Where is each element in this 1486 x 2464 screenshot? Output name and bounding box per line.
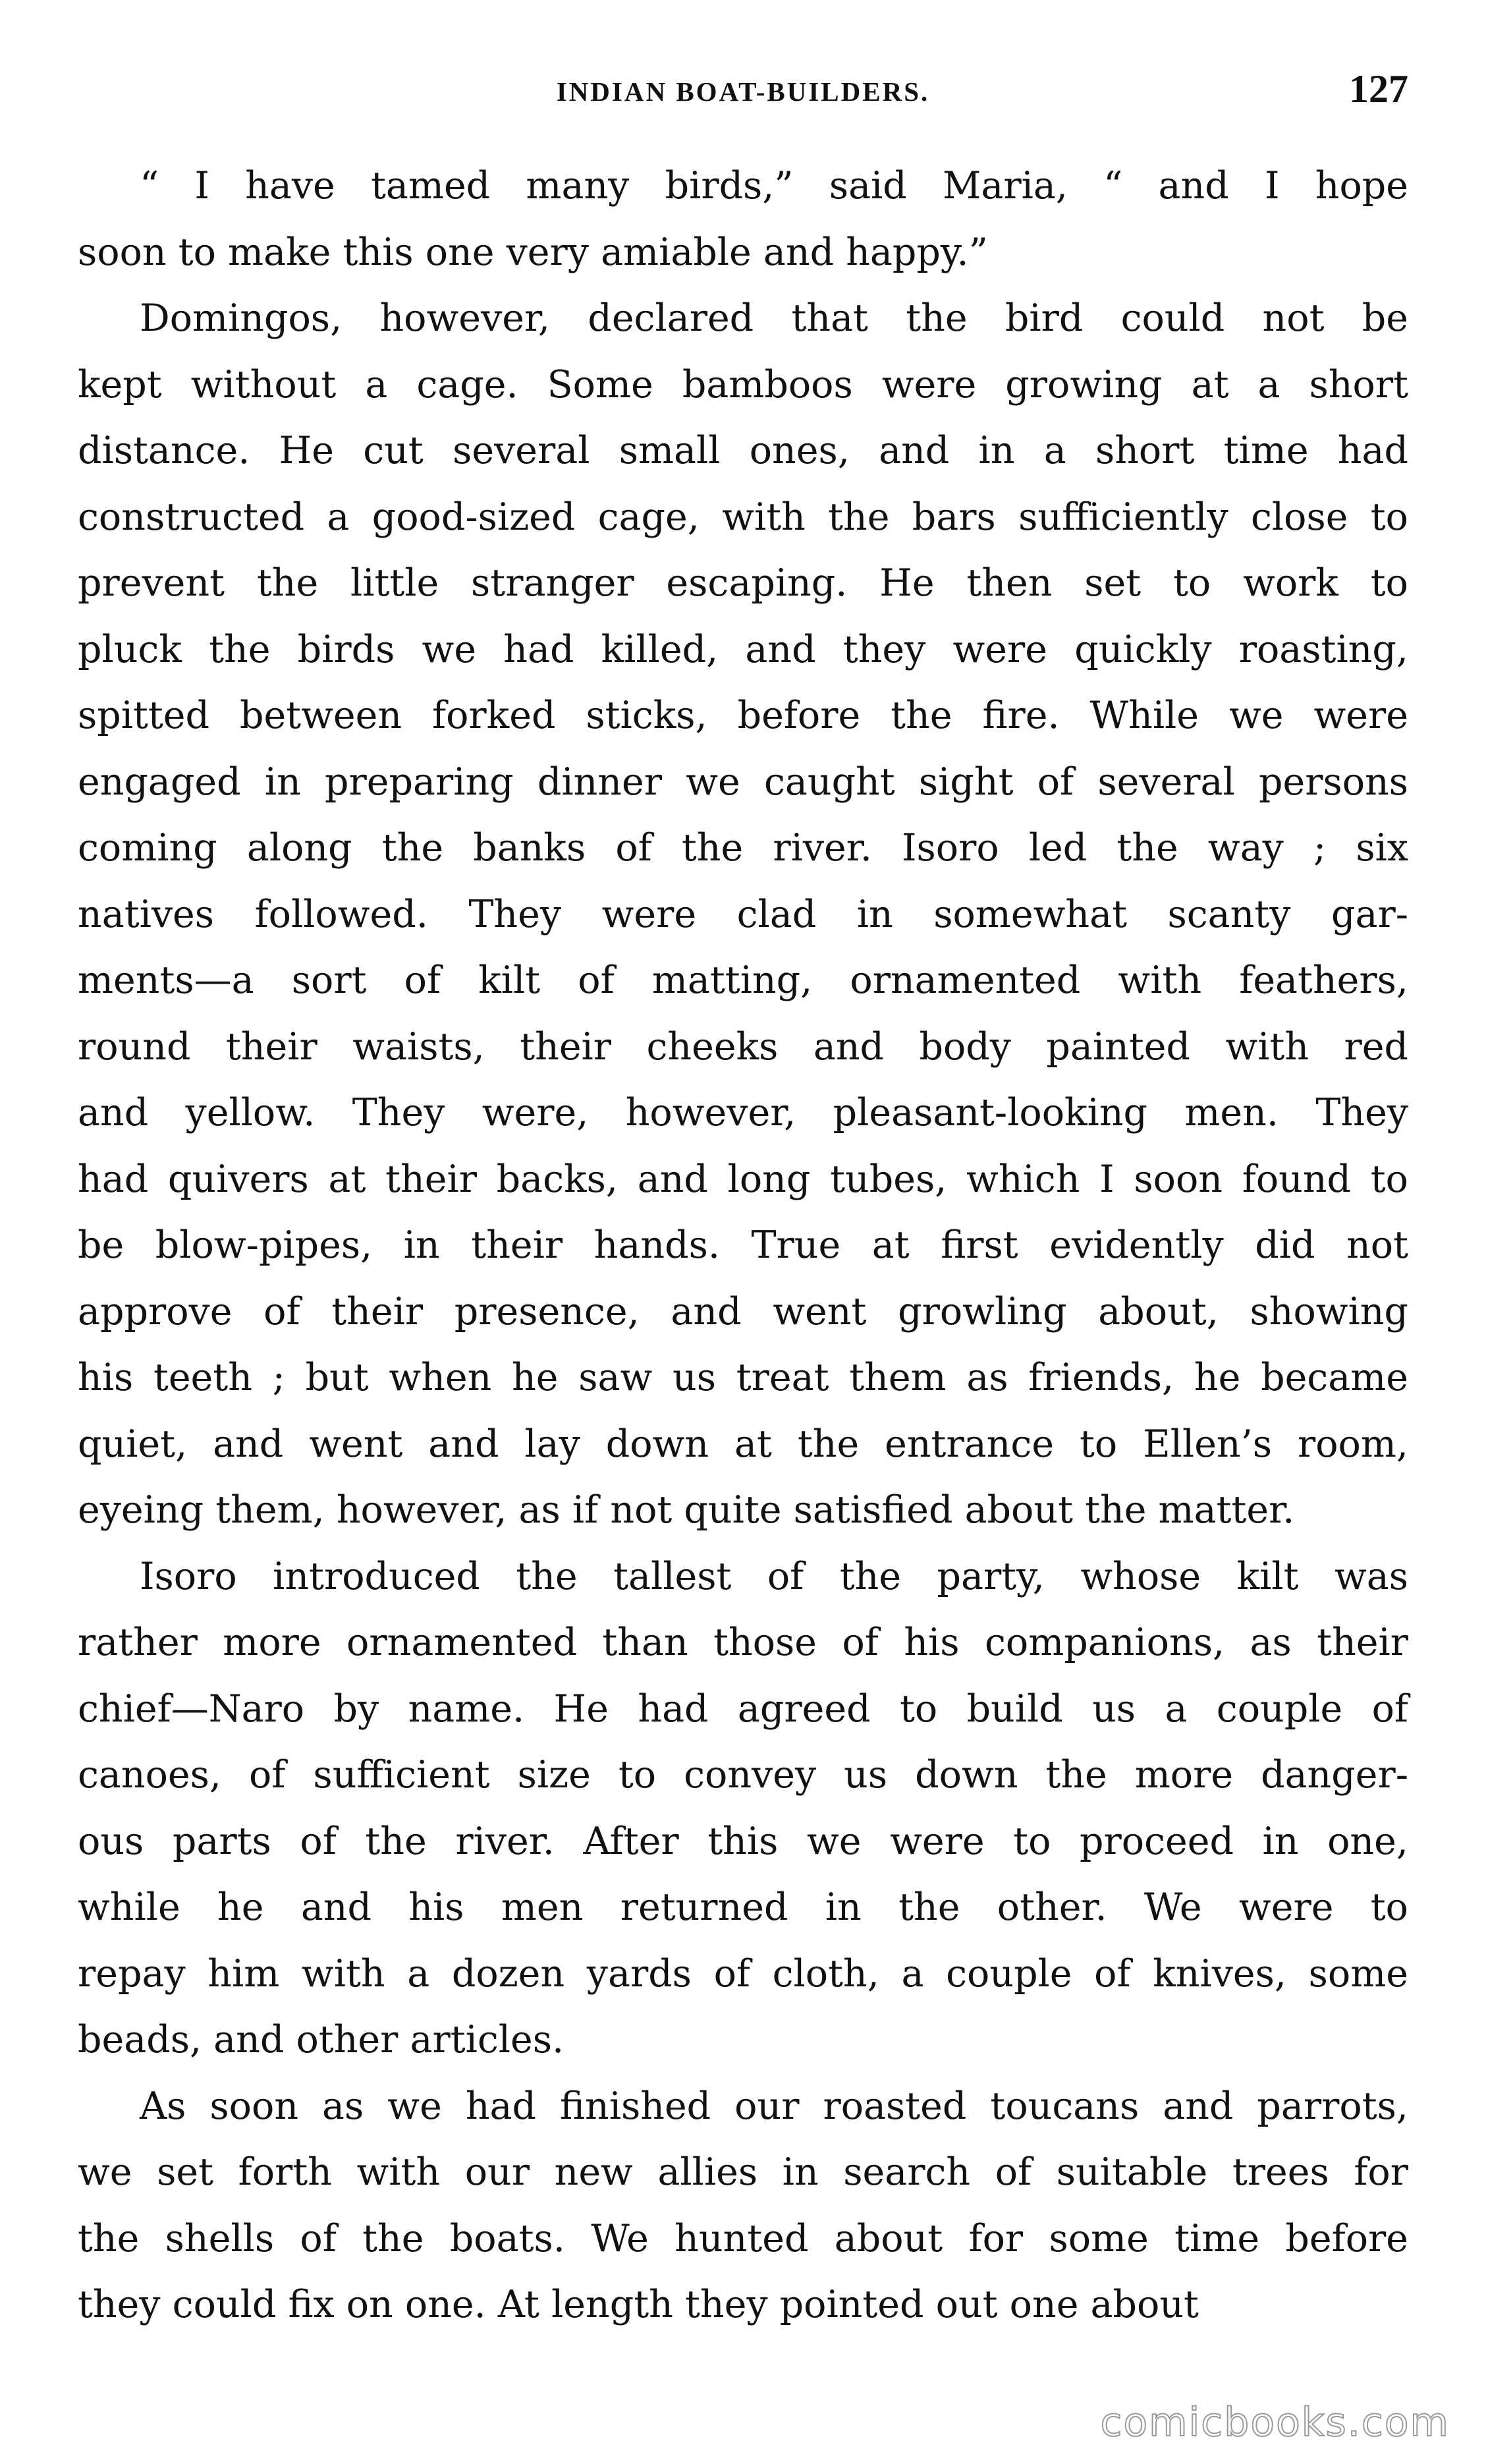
chapter-running-title: INDIAN BOAT-BUILDERS. bbox=[556, 76, 930, 107]
paragraph bbox=[78, 1544, 1408, 2073]
text-line: the shells of the boats. We hunted about for some time before bbox=[78, 2216, 1408, 2260]
text-line: while he and his men returned in the other. We were to bbox=[78, 1886, 1408, 1929]
page-number: 127 bbox=[1349, 67, 1408, 111]
text-line: his teeth ; but when he saw us treat them as friends, he became bbox=[78, 1356, 1408, 1399]
text-line: engaged in preparing dinner we caught sight of several persons bbox=[78, 760, 1408, 804]
body-text bbox=[78, 153, 1408, 2338]
text-line: eyeing them, however, as if not quite satisfied about the matter. bbox=[78, 1488, 1295, 1532]
text-line: be blow-pipes, in their hands. True at first evidently did not bbox=[78, 1223, 1408, 1267]
text-line: As soon as we had finished our roasted toucans and parrots, bbox=[140, 2084, 1408, 2128]
text-line: canoes, of sufficient size to convey us down the more danger- bbox=[78, 1753, 1408, 1797]
text-line: natives followed. They were clad in somewhat scanty gar- bbox=[78, 892, 1408, 936]
text-line: constructed a good-sized cage, with the bars sufficiently close to bbox=[78, 495, 1408, 539]
text-line: spitted between forked sticks, before the fire. While we were bbox=[78, 694, 1408, 737]
paragraph bbox=[78, 153, 1408, 285]
text-line: chief—Naro by name. He had agreed to build us a couple of bbox=[78, 1687, 1408, 1731]
text-line: ous parts of the river. After this we were to proceed in one, bbox=[78, 1819, 1408, 1863]
running-header bbox=[78, 67, 1408, 128]
text-line: had quivers at their backs, and long tubes, which I soon found to bbox=[78, 1157, 1408, 1201]
text-line: rather more ornamented than those of his companions, as their bbox=[78, 1621, 1408, 1664]
paragraph bbox=[78, 285, 1408, 1544]
text-line: repay him with a dozen yards of cloth, a couple of knives, some bbox=[78, 1951, 1408, 1996]
text-line: kept without a cage. Some bamboos were growing at a short bbox=[78, 362, 1408, 406]
paragraph bbox=[78, 2073, 1408, 2338]
text-line: ments—a sort of kilt of matting, ornamented with feathers, bbox=[78, 959, 1408, 1002]
text-line: coming along the banks of the river. Isoro led the way ; six bbox=[78, 826, 1408, 870]
text-line: prevent the little stranger escaping. He then set to work to bbox=[78, 561, 1408, 605]
text-line: beads, and other articles. bbox=[78, 2018, 564, 2061]
text-line: “ I have tamed many birds,” said Maria, “ and I hope bbox=[140, 164, 1408, 208]
text-line: Isoro introduced the tallest of the party, whose kilt was bbox=[140, 1554, 1408, 1598]
text-line: Domingos, however, declared that the bird could not be bbox=[140, 296, 1408, 340]
text-line: pluck the birds we had killed, and they were quickly roasting, bbox=[78, 627, 1408, 671]
text-line: soon to make this one very amiable and happy.” bbox=[78, 230, 988, 274]
watermark-text: comicbooks.com bbox=[1100, 2399, 1450, 2446]
text-line: distance. He cut several small ones, and in a short time had bbox=[78, 429, 1408, 472]
text-line: they could fix on one. At length they pointed out one about bbox=[78, 2283, 1199, 2326]
text-line: we set forth with our new allies in search of suitable trees for bbox=[78, 2150, 1408, 2194]
text-line: round their waists, their cheeks and body painted with red bbox=[78, 1024, 1408, 1069]
text-line: quiet, and went and lay down at the entrance to Ellen’s room, bbox=[78, 1422, 1408, 1466]
text-line: and yellow. They were, however, pleasant-looking men. They bbox=[78, 1091, 1408, 1134]
text-line: approve of their presence, and went growling about, showing bbox=[78, 1289, 1408, 1333]
